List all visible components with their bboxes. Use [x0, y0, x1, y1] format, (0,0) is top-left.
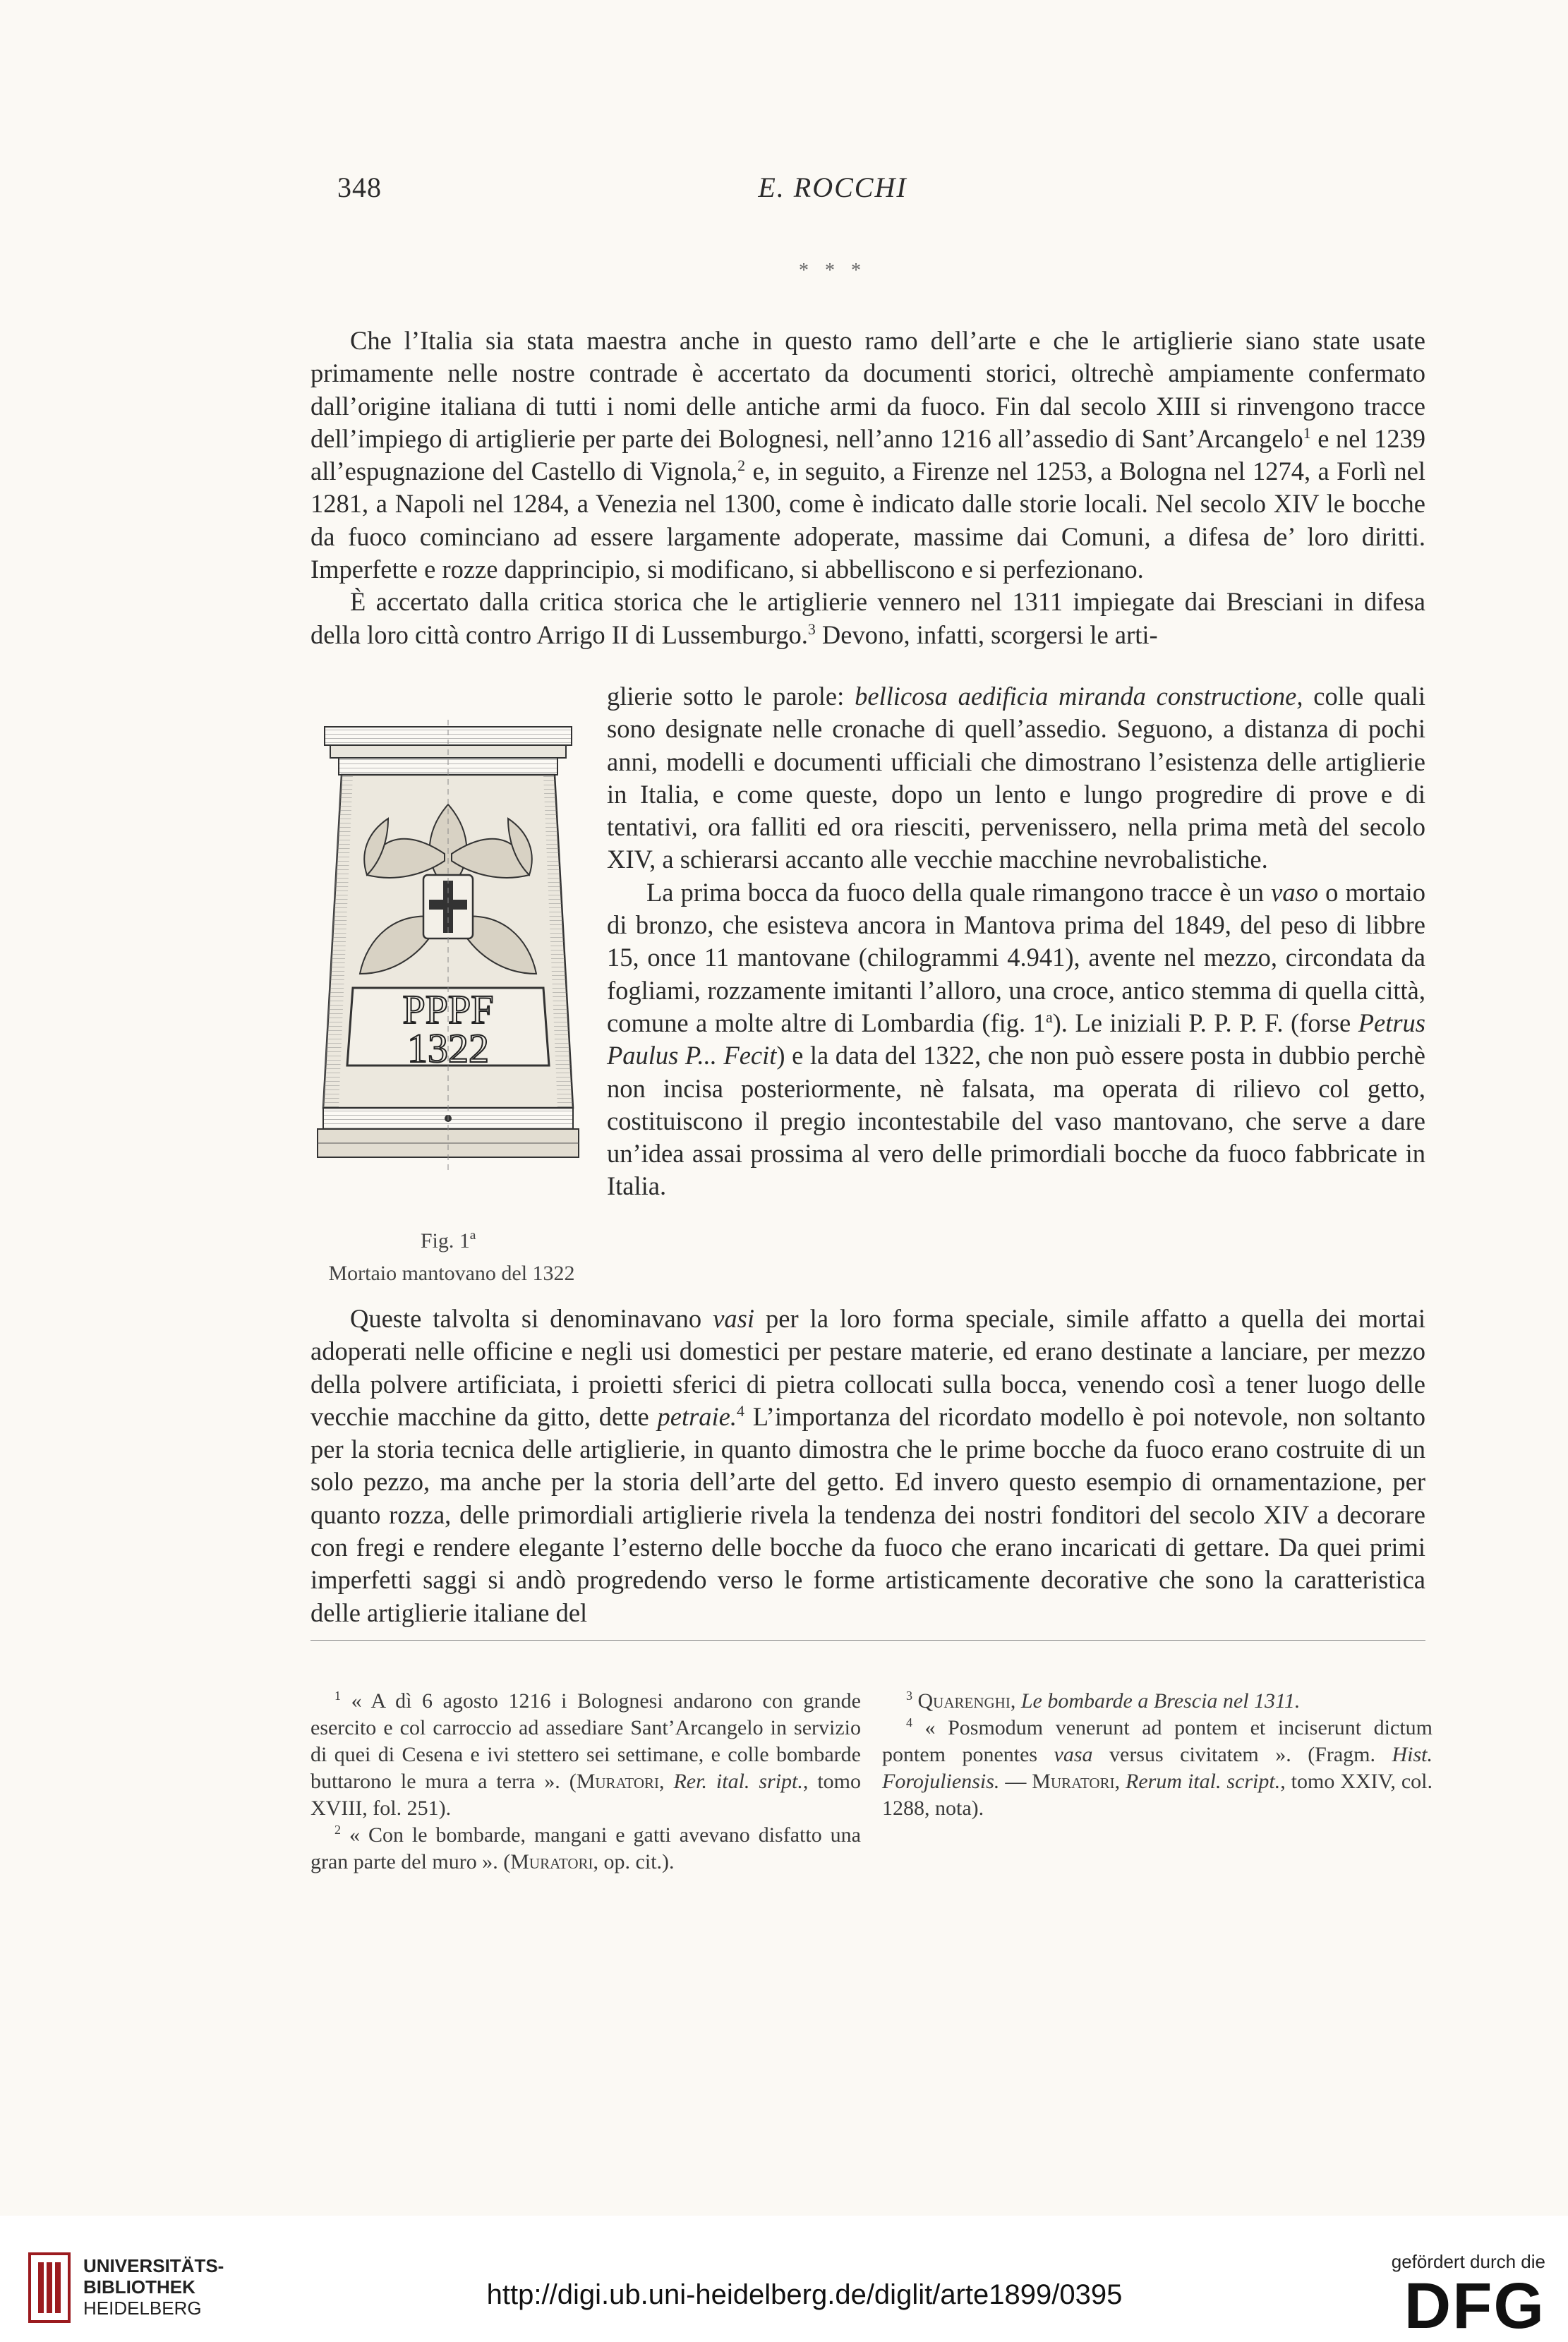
figure-caption: Mortaio mantovano del 1322 [328, 1262, 575, 1285]
paragraph-2: È accertato dalla critica storica che le artiglierie vennero nel 1311 impiegate dai Bresciani in difesa della loro città contro Arrigo II di Lussemburgo.$^3$ Devono, infatti, scorgersi le arti- [310, 587, 1425, 649]
paragraph-4: Queste talvolta si denominavano vasi per la loro forma speciale, simile affatto a quella dei mortai adoperati nelle officine e negli usi domestici per pestare materie, ed erano destinate a lanciare, per mezzo della polvere artificiata, i proietti sferici di pietra collocati sulla bocca, venendo così a tener luogo delle vecchie macchine da gitto, dette petraie.$^4$ L’importanza del ricordato modello è poi notevole, non soltanto per la storia tecnica delle artiglierie, in quanto dimostra che le prime bocche da fuoco erano costruite di un solo pezzo, ma anche per la storia dell’arte del getto. Ed invero questo esempio di ornamentazione, per quanto rozza, delle primordiali artiglierie rivela la tendenza dei nostri fonditori del secolo XIV a decorare con fregi e rendere elegante l’esterno delle bocche da fuoco che erano incaricati di gettare. Da quei primi imperfetti saggi si andò progredendo verso le forme artisticamente decorative che sono la caratteristica delle artiglierie italiane del [310, 1304, 1425, 1627]
university-library-logo-icon [28, 2252, 71, 2323]
footnotes-left [310, 1688, 861, 1876]
footnote-ref-1[interactable]: 1 [1303, 423, 1311, 442]
page-number: 348 [337, 171, 382, 203]
body-text-bottom [310, 1303, 1425, 1629]
paragraph-2-continued: glierie sotto le parole: bellicosa aedificia miranda constructione, colle quali sono designate nelle cronache di quell’assedio. Seguono, a distanza di pochi anni, modelli e documenti ufficiali che dimostrano l’esistenza delle artiglierie in Italia, e come queste, dopo un lento e lungo progredire di prove e di tentativi, ora falliti ed ora riesciti, pervenissero, nella prima metà del secolo XIV, a schierarsi accanto alle vecchie macchine nevrobalistiche. [607, 682, 1425, 874]
figure-label: Fig. 1ª [420, 1229, 476, 1253]
digitization-footer [0, 2216, 1568, 2341]
permalink-url[interactable]: http://digi.ub.uni-heidelberg.de/diglit/arte1899/0395 [486, 2279, 1123, 2310]
paragraph-1: Che l’Italia sia stata maestra anche in questo ramo dell’arte e che le artiglierie siano state usate primamente nelle nostre contrade è accertato da documenti storici, oltrechè ampiamente confermato dall’origine italiana di tutti i nomi delle antiche armi da fuoco. Fin dal secolo XIII si rinvengono tracce dell’impiego di artiglierie per parte dei Bolognesi, nell’anno 1216 all’assedio di Sant’Arcangelo$^1$ e nel 1239 all’espugnazione del Castello di Vignola,$^2$ e, in seguito, a Firenze nel 1253, a Bologna nel 1274, a Forlì nel 1281, a Napoli nel 1284, a Venezia nel 1300, come è indicato dalle storie locali. Nel secolo XIV le bocche da fuoco cominciano ad essere largamente adoperate, massime dai Comuni, a difesa de’ loro diritti. Imperfette e rozze dapprincipio, si modificano, si abbelliscono e si perfezionano. [310, 326, 1426, 584]
footnote-ref-3[interactable]: 3 [807, 620, 816, 638]
footnote-3: $^3$ Quarenghi, Le bombarde a Brescia nel 1311. [906, 1689, 1301, 1713]
paragraph-3: La prima bocca da fuoco della quale rimangono tracce è un vaso o mortaio di bronzo, che esisteva ancora in Mantova prima del 1849, del peso di libbre 15, once 11 mantovane (chilogrammi 4.941), avente nel mezzo, circondata da fogliami, rozzamente imitanti l’alloro, una croce, antico stemma di quella città, comune a molte altre di Lombardia (fig. 1$^a$). Le iniziali P. P. P. F. (forse Petrus Paulus P... Fecit) e la data del 1322, che non può essere posta in dubbio perchè non incisa posteriormente, nè falsata, ma operata di rilievo col getto, costituiscono il pregio incontestabile del vaso mantovano, che serve a dare un’idea assai prossima al vero delle primordiali bocche da fuoco fabbricate in Italia. [607, 877, 1425, 1201]
footnotes-right [882, 1688, 1433, 1822]
footnote-divider [310, 1640, 1425, 1641]
running-title: E. ROCCHI [758, 171, 907, 203]
footnote-1: $^1$ « A dì 6 agosto 1216 i Bolognesi andarono con grande esercito e col carroccio ad assediare Sant’Arcangelo in servizio di quei di Cesena e ivi stettero sei settimane, e colle bombarde buttarono le mura a terra ». (Muratori, Rer. ital. sript., tomo XVIII, fol. 251). [310, 1689, 862, 1820]
dfg-logo: DFG [1404, 2270, 1545, 2342]
footnote-ref-2[interactable]: 2 [737, 457, 746, 475]
footnote-ref-4[interactable]: 4 [737, 1401, 744, 1420]
funding-note: gefördert durch die [1391, 2251, 1545, 2272]
figure-mortar [310, 713, 586, 1221]
wrap-text [607, 680, 1425, 1203]
section-break: * * * [799, 260, 867, 282]
footnote-4: $^4$ « Posmodum venerunt ad pontem et inciserunt dictum pontem ponentes vasa versus civitatem ». (Fragm. Hist. Forojuliensis. — Muratori, Rerum ital. script., tomo XXIV, col. 1288, nota). [882, 1715, 1433, 1820]
library-name: UNIVERSITÄTS- BIBLIOTHEK HEIDELBERG [83, 2255, 224, 2319]
footnote-2: $^2$ « Con le bombarde, mangani e gatti avevano disfatto una gran parte del muro ». (Muratori, op. cit.). [310, 1823, 861, 1873]
inscription-date: 1322 [407, 1025, 489, 1071]
mortar-illustration [310, 713, 586, 1221]
running-head [0, 171, 1568, 213]
body-text-top [310, 325, 1425, 651]
inscription-initials: PPPF [402, 986, 494, 1032]
